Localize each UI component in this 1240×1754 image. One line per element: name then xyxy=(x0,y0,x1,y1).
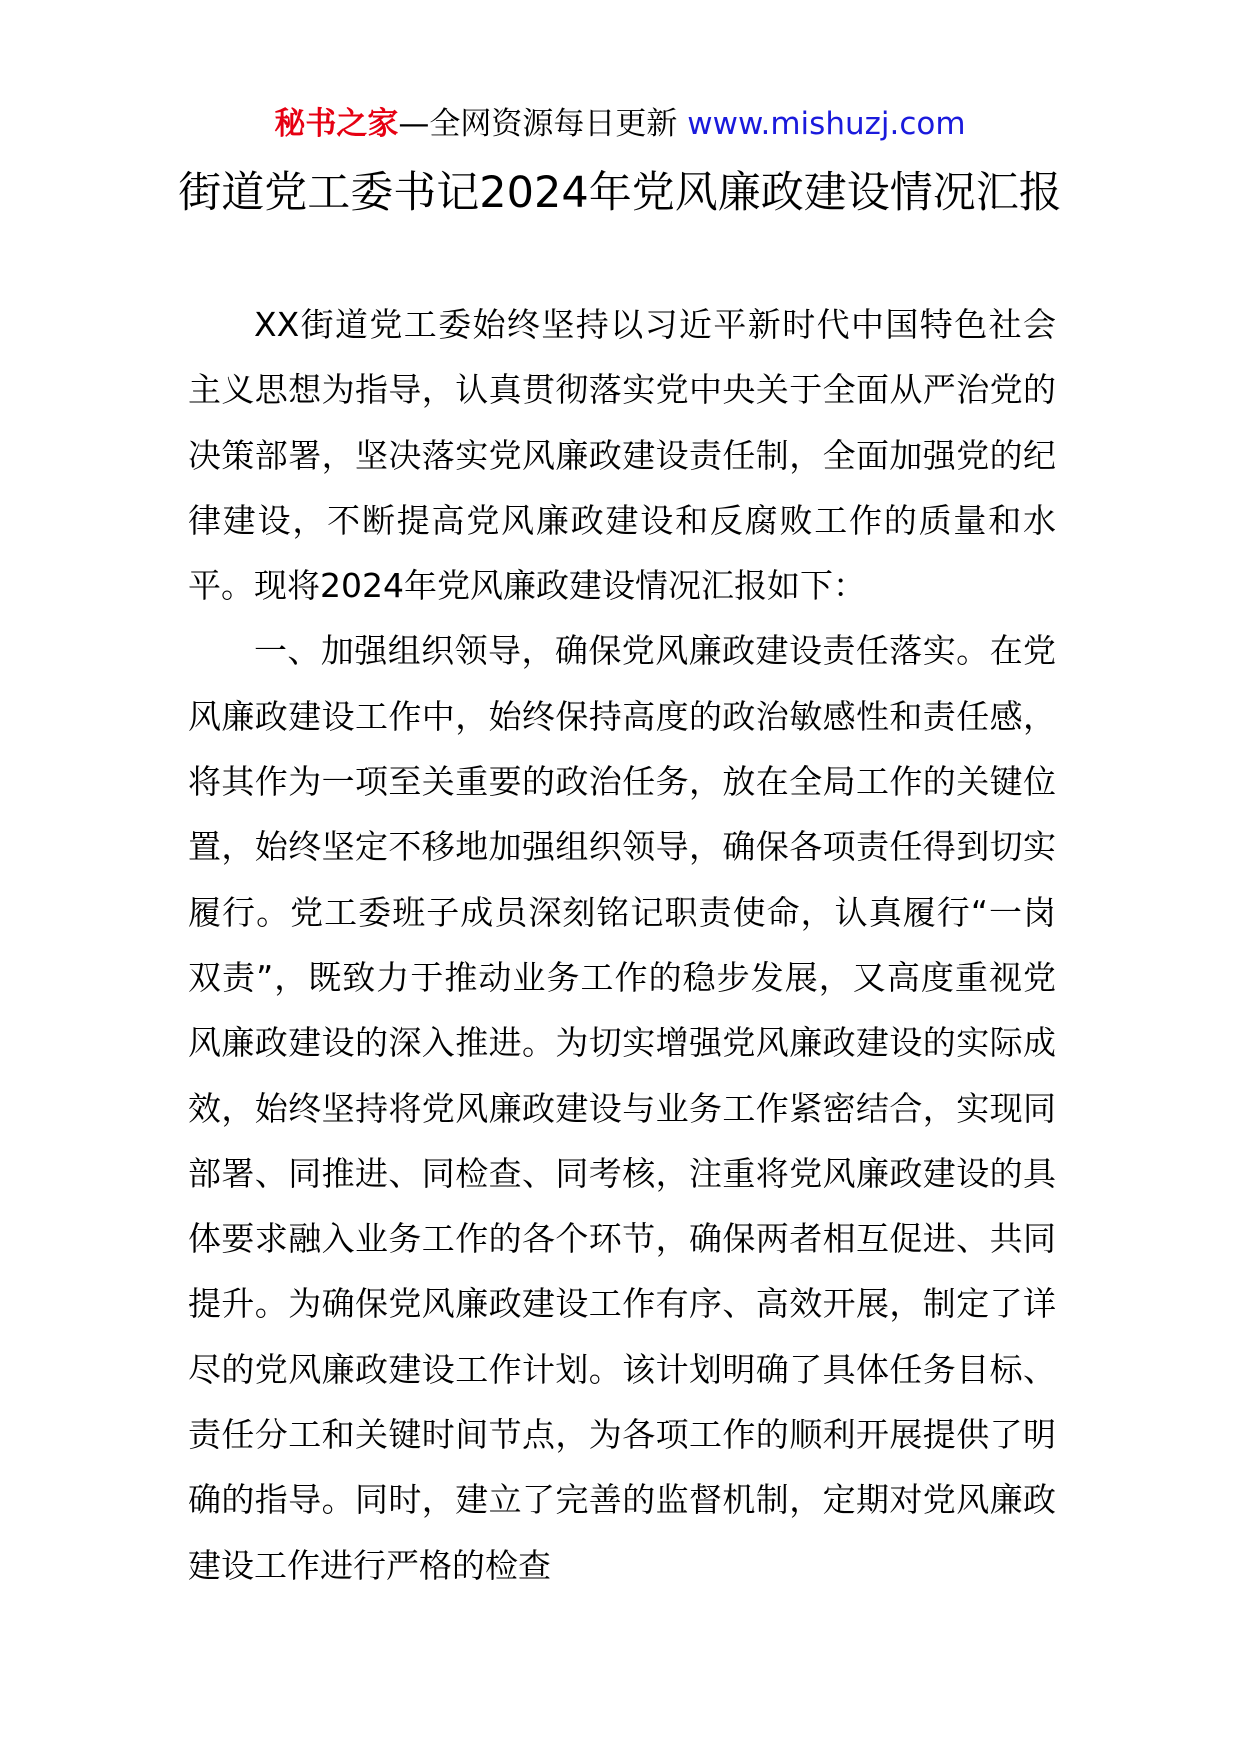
document-title: 街道党工委书记2024年党风廉政建设情况汇报 xyxy=(178,168,1062,218)
brand-name: 秘书之家 xyxy=(274,106,399,142)
site-url-link[interactable]: www.mishuzj.com xyxy=(687,106,966,142)
intro-paragraph: XX街道党工委始终坚持以习近平新时代中国特色社会主义思想为指导，认真贯彻落实党中央关于全面从严治党的决策部署，坚决落实党风廉政建设责任制，全面加强党的纪律建设，不断提高党风廉政建设和反腐败工作的质量和水平。现将2024年党风廉政建设情况汇报如下： xyxy=(188,305,1056,606)
document-body xyxy=(188,292,1056,1598)
section-one-text: 在党风廉政建设工作中，始终保持高度的政治敏感性和责任感，将其作为一项至关重要的政治任务，放在全局工作的关键位置，始终坚定不移地加强组织领导，确保各项责任得到切实履行。党工委班子成员深刻铭记职责使命，认真履行“一岗双责”，既致力于推动业务工作的稳步发展，又高度重视党风廉政建设的深入推进。为切实增强党风廉政建设的实际成效，始终坚持将党风廉政建设与业务工作紧密结合，实现同部署、同推进、同检查、同考核，注重将党风廉政建设的具体要求融入业务工作的各个环节，确保两者相互促进、共同提升。为确保党风廉政建设工作有序、高效开展，制定了详尽的党风廉政建设工作计划。该计划明确了具体任务目标、责任分工和关键时间节点，为各项工作的顺利开展提供了明确的指导。同时，建立了完善的监督机制，定期对党风廉政建设工作进行严格的检查 xyxy=(188,631,1057,1585)
section-one-paragraph xyxy=(188,618,1056,1597)
site-header xyxy=(0,100,1240,148)
header-tagline: —全网资源每日更新 xyxy=(398,106,678,142)
section-one-heading: 一、加强组织领导，确保党风廉政建设责任落实。 xyxy=(254,631,990,671)
